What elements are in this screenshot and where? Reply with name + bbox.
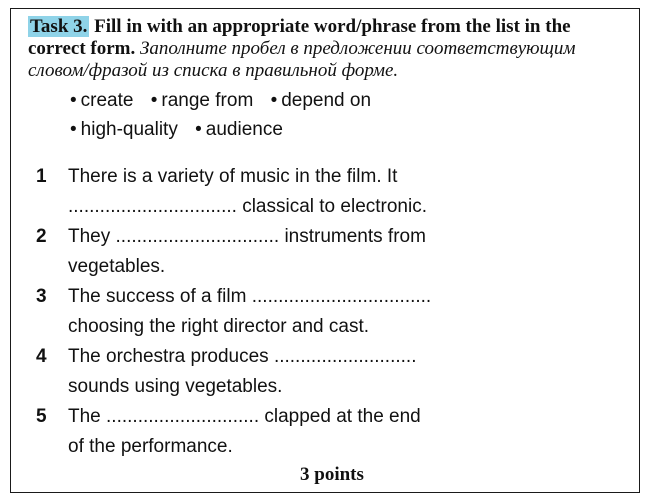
word-option: audience	[205, 119, 283, 140]
bullet-icon: •	[70, 119, 77, 140]
word-option: range from	[161, 90, 254, 111]
item-line: The ............................. clapped at the end	[68, 406, 421, 427]
word-list-row-1	[70, 90, 383, 112]
item-line: They ............................... instruments from	[68, 226, 426, 247]
item-line: sounds using vegetables.	[68, 376, 283, 397]
points-label: 3 points	[300, 464, 364, 485]
item-line: choosing the right director and cast.	[68, 316, 370, 337]
item-line: The success of a film ..................................	[68, 286, 432, 307]
item-number: 4	[36, 346, 47, 367]
item-line: ................................ classical to electronic.	[68, 196, 427, 217]
item-number: 2	[36, 226, 47, 247]
word-option: high-quality	[80, 119, 178, 140]
item-line: The orchestra produces ...........................	[68, 346, 417, 367]
item-line: vegetables.	[68, 256, 166, 277]
word-option: depend on	[281, 90, 372, 111]
task-instruction-ru: Заполните пробел в предложении соответствующим словом/фразой из списка в правильной форме.	[28, 38, 576, 81]
word-option: create	[80, 90, 134, 111]
task-number: Task 3.	[30, 16, 88, 37]
item-line: There is a variety of music in the film. It	[68, 166, 398, 187]
bullet-icon: •	[195, 119, 202, 140]
item-number: 1	[36, 166, 47, 187]
bullet-icon: •	[70, 90, 77, 111]
task-header	[28, 16, 628, 82]
item-number: 5	[36, 406, 47, 427]
item-number: 3	[36, 286, 47, 307]
word-list-row-2	[70, 119, 295, 141]
bullet-icon: •	[150, 90, 158, 111]
task-title: Fill in with an appropriate word/phrase from the list in the correct form.	[28, 16, 571, 59]
item-line: of the performance.	[68, 436, 233, 457]
bullet-icon: •	[270, 90, 278, 111]
